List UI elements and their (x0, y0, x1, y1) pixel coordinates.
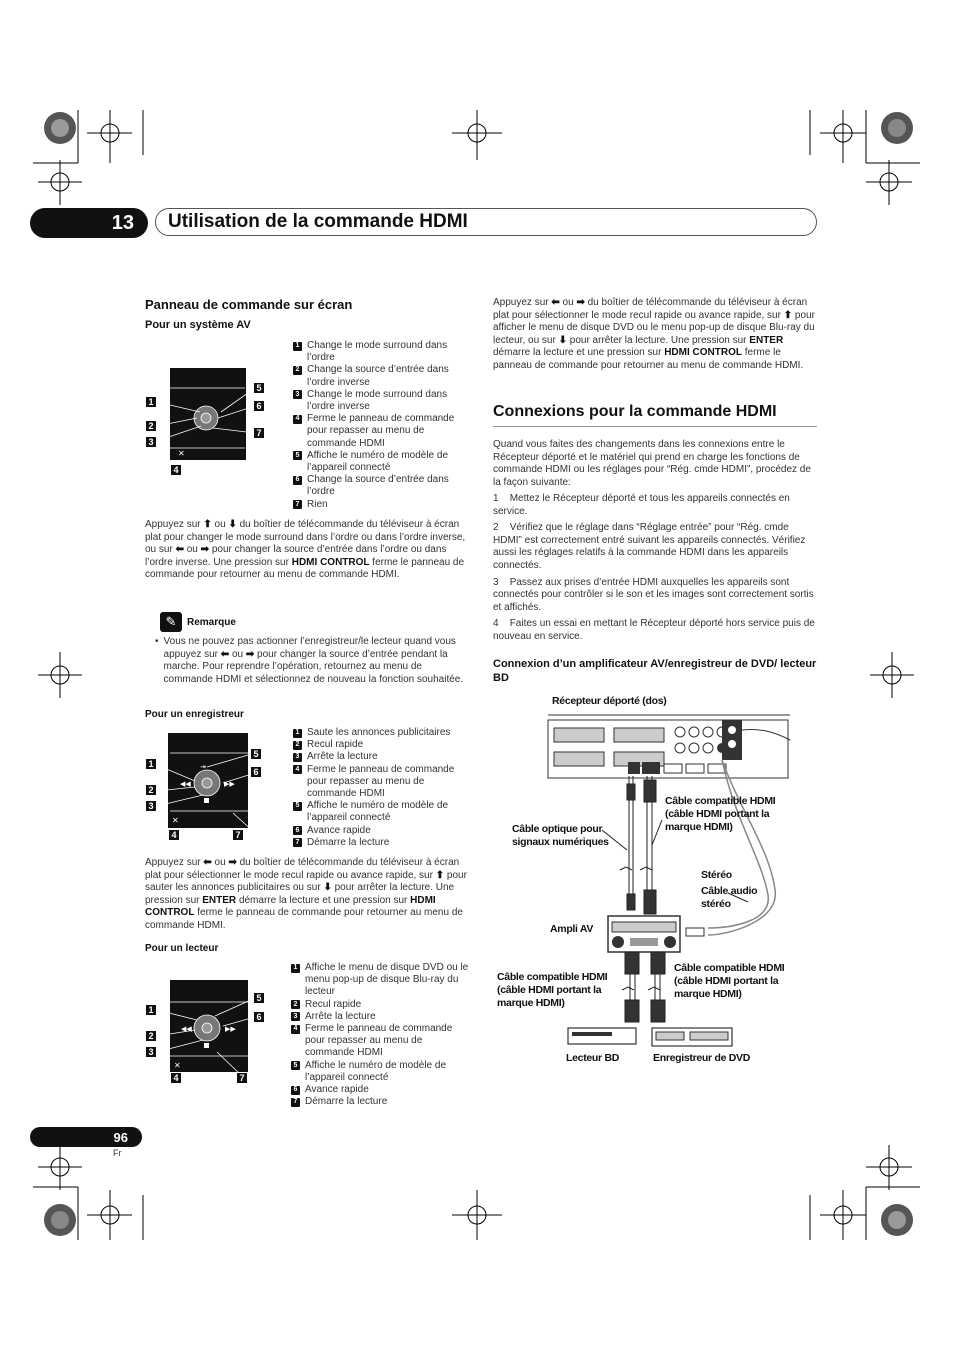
receiver-back-panel (548, 715, 790, 778)
legend-item: 3 Arrête la lecture (293, 751, 471, 763)
right-intro-paragraph: Appuyez sur ⬅ ou ➡ du boîtier de télécommande du téléviseur à écran plat pour sélectionner le mode recul rapide ou avance rapide, sur ⬆ pour afficher le menu de disque DVD ou le menu pop-up de disque Blu-ray du lecteur, ou sur ⬇ pour arrêter la lecture. Une pression sur ENTER démarre la lecture et une pression sur HDMI CONTROL ferme le panneau de commande pour retourner au menu de commande HDMI. (493, 297, 815, 371)
section-title-panel: Panneau de commande sur écran (145, 297, 353, 312)
note-body: • Vous ne pouvez pas actionner l’enregistreur/le lecteur quand vous appuyez sur ⬅ ou ➡ pour changer la source d’entrée pendant la marche. Pour reprendre l’opération, retournez au menu de commande HDMI et sélectionnez de nouveau la fonction souhaitée. (155, 636, 464, 685)
legend-item: 2 Recul rapide (293, 739, 471, 751)
step-item: 3 Passez aux prises d’entrée HDMI auxquelles les appareils sont connectés pour contrôler si le son et les images sont correctement sortis et affichés. (493, 576, 814, 613)
legend-item: 7 Démarre la lecture (293, 837, 471, 849)
down-arrow-icon: ⬇ (323, 882, 332, 894)
subtitle-player: Pour un lecteur (145, 943, 219, 954)
callout-4: 4 (168, 829, 180, 841)
label-dvd-recorder: Enregistreur de DVD (653, 1052, 750, 1064)
label-hdmi-cable-left: Câble compatible HDMI (câble HDMI portant la marque HDMI) (497, 971, 608, 1009)
legend-item: 1 Change le mode surround dans l’ordre (293, 340, 468, 364)
av-paragraph: Appuyez sur ⬆ ou ⬇ du boîtier de télécommande du téléviseur à écran plat pour changer le mode surround dans l’ordre ou dans l’ordre inverse, ou sur ⬅ ou ➡ pour changer la source d’entrée dans l’ordre ou dans l’ordre inverse. Une pression sur HDMI CONTROL ferme le panneau de commande pour retourner au menu de commande HDMI. (145, 519, 466, 581)
chapter-title: Utilisation de la commande HDMI (155, 208, 817, 236)
step-list (493, 493, 816, 644)
left-arrow-icon: ⬅ (203, 857, 212, 868)
chapter-number: 13 (30, 208, 148, 238)
callout-5: 5 (250, 748, 262, 760)
legend-item: 7 Rien (293, 499, 468, 511)
page-number: 96 (30, 1127, 142, 1147)
svg-text:✕: ✕ (172, 816, 179, 825)
label-av-amp: Ampli AV (550, 923, 594, 935)
callout-6: 6 (253, 1011, 265, 1023)
legend-item: 4 Ferme le panneau de commande pour repasser au menu de commande HDMI (291, 1023, 471, 1060)
svg-text:⇥: ⇥ (200, 764, 206, 771)
callout-5: 5 (253, 992, 265, 1004)
callout-6: 6 (250, 766, 262, 778)
step-item: 4 Faites un essai en mettant le Récepteur déporté hors service puis de nouveau en service. (493, 618, 815, 642)
recorder-legend (293, 727, 471, 849)
subtitle-recorder: Pour un enregistreur (145, 709, 244, 720)
bd-player (568, 1028, 636, 1044)
section-title-connections: Connexions pour la commande HDMI (493, 403, 777, 420)
label-hdmi-cable-right: Câble compatible HDMI (câble HDMI portant la marque HDMI) (674, 962, 785, 1000)
player-legend (291, 962, 471, 1108)
legend-item: 6 Change la source d’entrée dans l’ordre (293, 474, 468, 498)
note-pencil-icon: ✎ (160, 612, 182, 632)
label-hdmi-cable-top: Câble compatible HDMI (câble HDMI portant la marque HDMI) (665, 795, 776, 833)
callout-7: 7 (232, 829, 244, 841)
legend-item: 4 Ferme le panneau de commande pour repasser au menu de commande HDMI (293, 413, 468, 450)
connections-paragraph: Quand vous faites des changements dans les connexions entre le Récepteur déporté et le matériel qui prend en charge les fonctions de commande HDMI ou les réglages pour “Rég. cmde HDMI”, procédez de la façon suivante: (493, 439, 811, 488)
label-optical-cable: Câble optique pour signaux numériques (512, 823, 609, 848)
legend-item: 1 Affiche le menu de disque DVD ou le menu pop-up de disque Blu-ray du lecteur (291, 962, 471, 999)
callout-6: 6 (253, 400, 265, 412)
svg-text:▶▶: ▶▶ (225, 1026, 236, 1033)
label-receiver: Récepteur déporté (dos) (552, 695, 667, 707)
svg-text:✕: ✕ (178, 449, 185, 458)
down-arrow-icon: ⬇ (228, 519, 237, 530)
svg-text:✕: ✕ (174, 1061, 181, 1070)
left-arrow-icon: ⬅ (551, 297, 560, 308)
legend-item: 7 Démarre la lecture (291, 1096, 471, 1108)
recorder-paragraph: Appuyez sur ⬅ ou ➡ du boîtier de télécommande du téléviseur à écran plat pour sélectionner le mode recul rapide ou avance rapide, sur ⬆ pour sauter les annonces publicitaires ou sur ⬇ pour arrêter la lecture. Une pression sur ENTER démarre la lecture et une pression sur HDMI CONTROL ferme le panneau de commande pour retourner au menu de commande HDMI. (145, 857, 467, 931)
down-arrow-icon: ⬇ (558, 334, 567, 346)
callout-7: 7 (253, 427, 265, 439)
callout-3: 3 (145, 436, 157, 448)
step-item: 2 Vérifiez que le réglage dans “Réglage entrée” pour “Rég. cmde HDMI” est correctement entré suivant les appareils connectés. Vérifiez aussi les réglages relatifs à la commande HDMI dans les appareils connectés. (493, 522, 806, 571)
callout-4: 4 (170, 464, 182, 476)
callout-1: 1 (145, 758, 157, 770)
legend-item: 5 Affiche le numéro de modèle de l’appareil connecté (293, 800, 471, 824)
callout-2: 2 (145, 784, 157, 796)
callout-3: 3 (145, 1046, 157, 1058)
label-stereo-cable: Câble audio stéréo (701, 885, 758, 910)
legend-item: 5 Affiche le numéro de modèle de l’appareil connecté (293, 450, 468, 474)
note-title: Remarque (187, 617, 236, 628)
right-arrow-icon: ➡ (228, 857, 237, 868)
callout-1: 1 (145, 396, 157, 408)
av-legend (293, 340, 468, 511)
callout-7: 7 (236, 1072, 248, 1084)
legend-item: 2 Recul rapide (291, 999, 471, 1011)
legend-item: 3 Arrête la lecture (291, 1011, 471, 1023)
legend-item: 6 Avance rapide (293, 825, 471, 837)
up-arrow-icon: ⬆ (435, 869, 445, 881)
callout-5: 5 (253, 382, 265, 394)
legend-item: 4 Ferme le panneau de commande pour repasser au menu de commande HDMI (293, 764, 471, 801)
legend-item: 3 Change le mode surround dans l’ordre inverse (293, 389, 468, 413)
section-rule (493, 426, 817, 427)
legend-item: 2 Change la source d’entrée dans l’ordre inverse (293, 364, 468, 388)
svg-text:◀◀: ◀◀ (181, 1026, 192, 1033)
label-bd-player: Lecteur BD (566, 1052, 620, 1064)
step-item: 1 Mettez le Récepteur déporté et tous les appareils connectés en service. (493, 493, 790, 517)
dvd-recorder (652, 1028, 732, 1046)
left-arrow-icon: ⬅ (220, 648, 230, 660)
callout-4: 4 (170, 1072, 182, 1084)
subtitle-av: Pour un système AV (145, 319, 251, 331)
legend-item: 1 Saute les annonces publicitaires (293, 727, 471, 739)
callout-2: 2 (145, 420, 157, 432)
label-stereo: Stéréo (701, 869, 732, 881)
callout-3: 3 (145, 800, 157, 812)
svg-text:▶▶: ▶▶ (224, 781, 235, 788)
callout-2: 2 (145, 1030, 157, 1042)
right-arrow-icon: ➡ (200, 544, 210, 556)
av-amplifier (608, 916, 704, 952)
up-arrow-icon: ⬆ (203, 519, 212, 530)
svg-text:◀◀: ◀◀ (180, 781, 191, 788)
legend-item: 5 Affiche le numéro de modèle de l’appareil connecté (291, 1060, 471, 1084)
right-arrow-icon: ➡ (245, 648, 255, 660)
sub-title-amplifier: Connexion d’un amplificateur AV/enregistreur de DVD/ lecteur BD (493, 658, 817, 684)
language-code: Fr (113, 1148, 122, 1158)
callout-1: 1 (145, 1004, 157, 1016)
up-arrow-icon: ⬆ (783, 309, 793, 321)
right-arrow-icon: ➡ (576, 297, 585, 308)
left-arrow-icon: ⬅ (175, 544, 184, 556)
legend-item: 6 Avance rapide (291, 1084, 471, 1096)
